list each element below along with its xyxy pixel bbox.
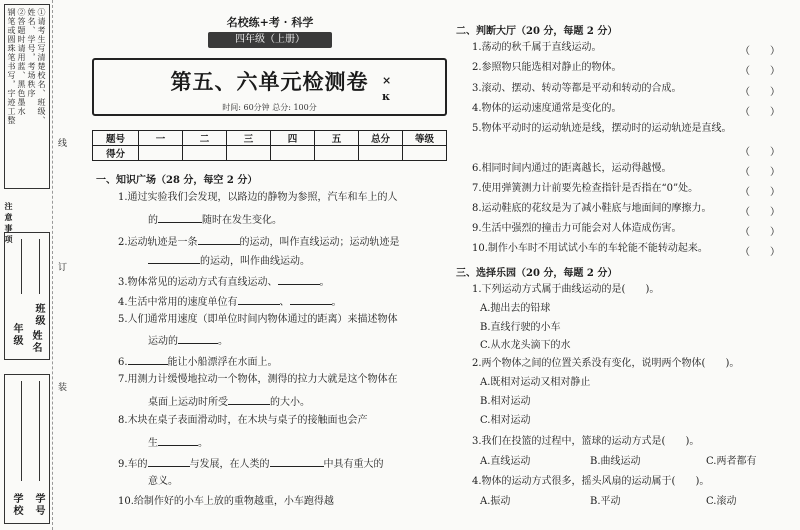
score-table-header: 等级 xyxy=(403,131,447,146)
s3-q2-option-c[interactable]: C.相对运动 xyxy=(480,415,531,426)
score-cell[interactable] xyxy=(139,146,183,161)
grade-write-line[interactable] xyxy=(21,239,22,294)
s2-q1-answer[interactable]: （ ） xyxy=(740,46,780,57)
answer-blank[interactable] xyxy=(128,354,168,365)
s2-q8-answer[interactable]: （ ） xyxy=(740,207,780,218)
section-2-title: 二、判断大厅（20 分，每题 2 分） xyxy=(456,26,618,37)
s3-q3: 3.我们在投篮的过程中，篮球的运动方式是( )。 xyxy=(472,436,700,447)
answer-blank[interactable] xyxy=(148,253,200,264)
s2-q10-answer[interactable]: （ ） xyxy=(740,247,780,258)
student-no-write-line[interactable] xyxy=(39,381,40,481)
score-table xyxy=(92,130,447,161)
score-cell[interactable] xyxy=(183,146,227,161)
answer-blank[interactable] xyxy=(148,456,190,467)
notice-box xyxy=(4,4,50,189)
score-table-header: 总分 xyxy=(359,131,403,146)
s3-q4-option-b[interactable]: B.平动 xyxy=(590,496,621,507)
grade-badge: 四年级（上册） xyxy=(208,32,332,48)
answer-blank[interactable] xyxy=(238,294,280,305)
answer-blank[interactable] xyxy=(228,394,270,405)
s3-q2-option-a[interactable]: A.既相对运动又相对静止 xyxy=(480,377,591,388)
class-info-box xyxy=(4,232,50,360)
s2-q7-answer[interactable]: （ ） xyxy=(740,187,780,198)
s3-q3-option-b[interactable]: B.曲线运动 xyxy=(590,456,641,467)
s1-q1-line1: 1.通过实验我们会发现，以路边的静物为参照，汽车和车上的人 xyxy=(118,192,398,203)
score-table-header: 五 xyxy=(315,131,359,146)
grade-label: 年级 xyxy=(11,323,22,347)
fold-mark-bind: 订 xyxy=(56,262,66,273)
s3-q1-option-b[interactable]: B.直线行驶的小车 xyxy=(480,322,561,333)
s2-q8: 8.运动鞋底的花纹是为了减小鞋底与地面间的摩擦力。 xyxy=(472,203,712,214)
score-cell[interactable] xyxy=(359,146,403,161)
score-table-header-row xyxy=(93,131,447,146)
s2-q2-answer[interactable]: （ ） xyxy=(740,66,780,77)
s1-q8-line2: 生 。 xyxy=(148,435,208,450)
s1-q2-line1: 2.运动轨迹是一条 的运动，叫作直线运动；运动轨迹是 xyxy=(118,234,400,249)
s1-q8-line1: 8.木块在桌子表面滑动时，在木块与桌子的接触面也会产 xyxy=(118,415,368,426)
s3-q4: 4.物体的运动方式很多，摇头风扇的运动属于( )。 xyxy=(472,476,710,487)
s1-q5-line1: 5.人们通常用速度（即单位时间内物体通过的距离）来描述物体 xyxy=(118,314,398,325)
s3-q1: 1.下列运动方式属于曲线运动的是( )。 xyxy=(472,284,660,295)
answer-blank[interactable] xyxy=(158,212,202,223)
s2-q6: 6.相同时间内通过的距离越长，运动得越慢。 xyxy=(472,163,672,174)
section-3-title: 三、选择乐园（20 分，每题 2 分） xyxy=(456,268,618,279)
score-table-header: 三 xyxy=(227,131,271,146)
fold-dashed-line xyxy=(52,0,53,530)
s1-q2-line2: 的运动，叫作曲线运动。 xyxy=(148,253,310,268)
s3-q4-option-c[interactable]: C.滚动 xyxy=(706,496,737,507)
side-mark-2: ĸ xyxy=(382,90,390,103)
s3-q3-option-a[interactable]: A.直线运动 xyxy=(480,456,531,467)
answer-blank[interactable] xyxy=(198,234,240,245)
s2-q2: 2.参照物只能选相对静止的物体。 xyxy=(472,62,622,73)
school-write-line[interactable] xyxy=(21,381,22,481)
exam-title: 第五、六单元检测卷 xyxy=(170,70,369,94)
score-table-header: 一 xyxy=(139,131,183,146)
class-write-line[interactable] xyxy=(39,239,40,294)
s2-q6-answer[interactable]: （ ） xyxy=(740,167,780,178)
notice-line-1: ①请考生写清楚校名、班级、 xyxy=(37,8,46,125)
s3-q2: 2.两个物体之间的位置关系没有变化，说明两个物体( )。 xyxy=(472,358,740,369)
s1-q9-line2: 意义。 xyxy=(148,476,178,487)
s1-q6: 6. 能让小船漂浮在水面上。 xyxy=(118,354,278,369)
school-info-box xyxy=(4,374,50,524)
s2-q9: 9.生活中强烈的撞击力可能会对人体造成伤害。 xyxy=(472,223,682,234)
s2-q4: 4.物体的运动速度通常是变化的。 xyxy=(472,103,622,114)
s2-q5-answer[interactable]: （ ） xyxy=(740,147,780,158)
school-label: 学校 xyxy=(11,493,22,517)
s3-q4-option-a[interactable]: A.振动 xyxy=(480,496,511,507)
answer-blank[interactable] xyxy=(278,274,320,285)
s1-q4: 4.生活中常用的速度单位有 、 。 xyxy=(118,294,342,309)
answer-blank[interactable] xyxy=(290,294,332,305)
brand-title: 名校练+考 · 科学 xyxy=(226,16,314,29)
s2-q3-answer[interactable]: （ ） xyxy=(740,87,780,98)
notice-line-4: 钢笔或圆珠笔书写，字迹工整 xyxy=(7,8,16,125)
score-cell[interactable] xyxy=(403,146,447,161)
fold-mark-line: 线 xyxy=(56,138,66,149)
s2-q7: 7.使用弹簧测力计前要先检查指针是否指在“0”处。 xyxy=(472,183,699,194)
score-table-header: 四 xyxy=(271,131,315,146)
answer-blank[interactable] xyxy=(178,333,218,344)
side-mark-1: × xyxy=(382,74,392,87)
score-table-score-row xyxy=(93,146,447,161)
s1-q5-line2: 运动的 。 xyxy=(148,333,228,348)
s1-q7-line2: 桌面上运动时所受 的大小。 xyxy=(148,394,310,409)
s3-q2-option-b[interactable]: B.相对运动 xyxy=(480,396,531,407)
score-cell[interactable] xyxy=(271,146,315,161)
s2-q9-answer[interactable]: （ ） xyxy=(740,227,780,238)
score-cell[interactable] xyxy=(315,146,359,161)
notice-line-2: 姓名、学号，考场秩序 xyxy=(27,8,36,98)
note-label: 注意事项 xyxy=(4,202,14,246)
s2-q10: 10.制作小车时不用试试小车的车轮能不能转动起来。 xyxy=(472,243,708,254)
s1-q3: 3.物体常见的运动方式有直线运动、 。 xyxy=(118,274,330,289)
s1-q1-line2: 的 随时在发生变化。 xyxy=(148,212,282,227)
section-1-title: 一、知识广场（28 分，每空 2 分） xyxy=(96,175,258,186)
s2-q5: 5.物体平动时的运动轨迹是线，摆动时的运动轨迹是直线。 xyxy=(472,123,732,134)
score-table-header: 二 xyxy=(183,131,227,146)
s2-q4-answer[interactable]: （ ） xyxy=(740,107,780,118)
score-label: 得分 xyxy=(93,146,139,161)
time-score-info: 时间: 60分钟 总分: 100分 xyxy=(222,103,317,112)
notice-line-3: ②答题时请用蓝、黑色墨水 xyxy=(17,8,26,116)
s1-q10: 10.给制作好的小车上放的重物越重，小车跑得越 xyxy=(118,496,334,507)
score-table-header: 题号 xyxy=(93,131,139,146)
s1-q7-line1: 7.用测力计缓慢地拉动一个物体，测得的拉力大就是这个物体在 xyxy=(118,374,398,385)
score-cell[interactable] xyxy=(227,146,271,161)
s3-q1-option-c[interactable]: C.从水龙头滴下的水 xyxy=(480,340,571,351)
binding-strip xyxy=(0,0,66,530)
answer-blank[interactable] xyxy=(158,435,198,446)
name-label: 姓名 xyxy=(30,330,41,354)
s3-q3-option-c[interactable]: C.两者都有 xyxy=(706,456,757,467)
s1-q9-line1: 9.车的 与发展，在人类的 中具有重大的 xyxy=(118,456,384,471)
fold-mark-seal: 装 xyxy=(56,382,66,393)
s2-q3: 3.滚动、摆动、转动等都是平动和转动的合成。 xyxy=(472,83,682,94)
class-label: 班级 xyxy=(33,303,44,327)
student-no-label: 学号 xyxy=(33,493,44,517)
s2-q1: 1.荡动的秋千属于直线运动。 xyxy=(472,42,602,53)
answer-blank[interactable] xyxy=(270,456,324,467)
s3-q1-option-a[interactable]: A.抛出去的铅球 xyxy=(480,303,551,314)
